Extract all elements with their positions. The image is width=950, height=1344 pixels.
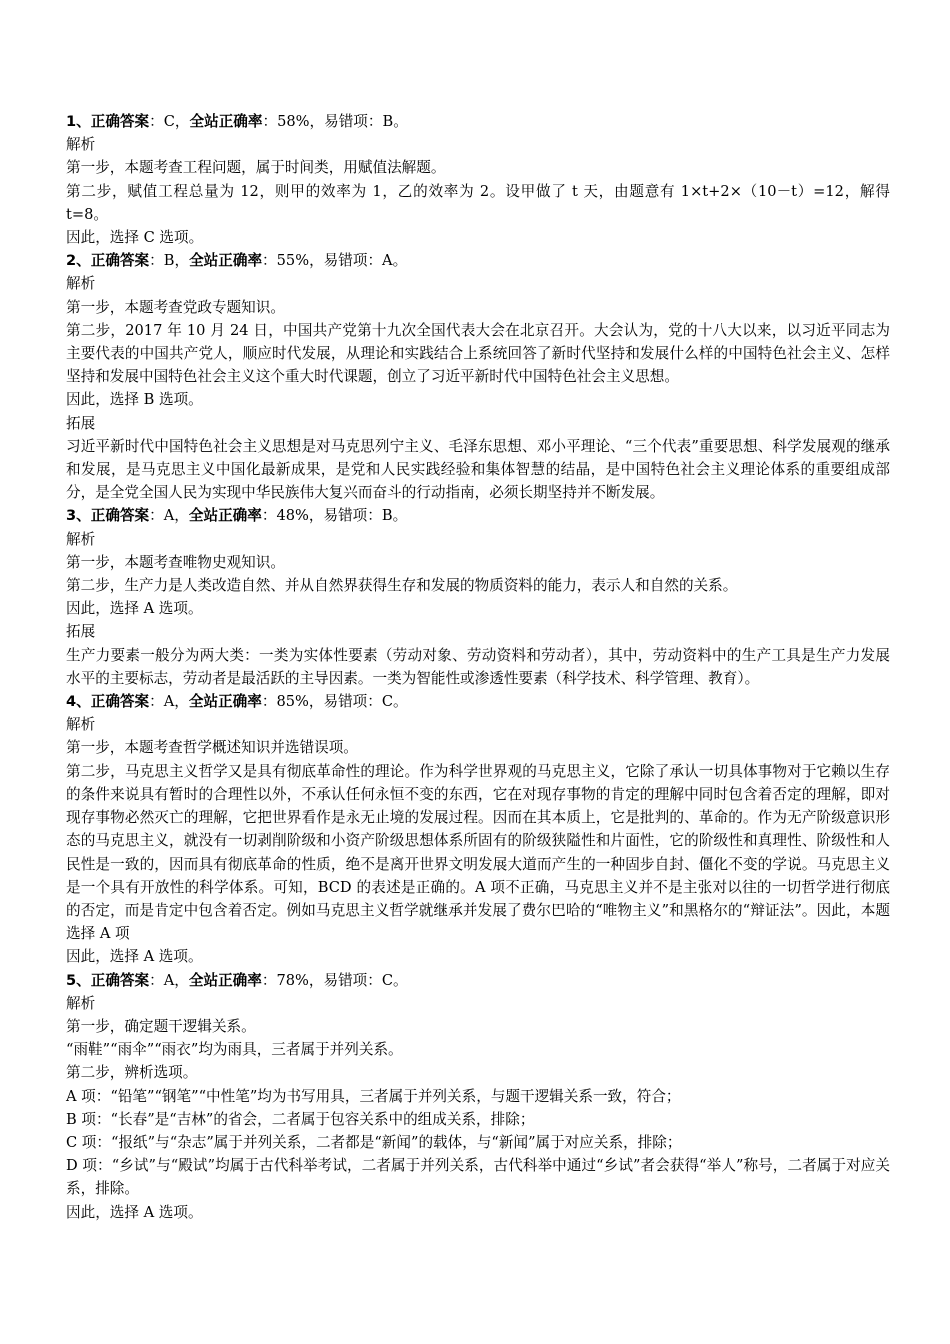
paragraph: 第一步，本题考查工程问题，属于时间类，用赋值法解题。 bbox=[66, 159, 446, 177]
question-number: 5、 bbox=[66, 971, 91, 989]
question-header bbox=[66, 110, 890, 133]
paragraph: 解析 bbox=[66, 275, 96, 293]
paragraph: 解析 bbox=[66, 716, 96, 734]
question-number: 4、 bbox=[66, 693, 91, 711]
answer-label: 正确答案 bbox=[90, 971, 150, 989]
paragraph: B 项：“长春”是“吉林”的省会，二者属于包容关系中的组成关系，排除； bbox=[66, 1110, 535, 1128]
paragraph: 第二步，2017 年 10 月 24 日，中国共产党第十九次全国代表大会在北京召开。大会认为，党的十八大以来，以习近平同志为主要代表的中国共产党人，顺应时代发展，从理论和实践结合上系统回答了新时代坚持和发展什么样的中国特色社会主义、怎样坚持和发展中国特色社会主义这个重大时代课题，创立了习近平新时代中国特色社会主义思想。 bbox=[66, 321, 890, 386]
question-number: 1、 bbox=[66, 113, 91, 130]
question-header bbox=[66, 969, 890, 992]
answer-value: ：C， bbox=[149, 113, 190, 130]
question-header bbox=[66, 690, 890, 713]
paragraph: 第一步，本题考查唯物史观知识。 bbox=[66, 553, 285, 571]
paragraph: “雨鞋”“雨伞”“雨衣”均为雨具，三者属于并列关系。 bbox=[66, 1041, 403, 1059]
question-number: 2、 bbox=[66, 252, 91, 270]
paragraph: 因此，选择 A 选项。 bbox=[66, 1203, 203, 1221]
paragraph: A 项：“铅笔”“钢笔”“中性笔”均为书写用具，三者属于并列关系，与题干逻辑关系一致，符合； bbox=[66, 1087, 681, 1105]
answer-label: 正确答案 bbox=[90, 693, 150, 711]
answer-label: 正确答案 bbox=[90, 507, 150, 525]
paragraph: C 项：“报纸”与“杂志”属于并列关系，二者都是“新闻”的载体，与“新闻”属于对应关系，排除； bbox=[66, 1133, 682, 1151]
paragraph: 习近平新时代中国特色社会主义思想是对马克思列宁主义、毛泽东思想、邓小平理论、“三个代表”重要思想、科学发展观的继承和发展，是马克思主义中国化最新成果，是党和人民实践经验和集体智慧的结晶，是中国特色社会主义理论体系的重要组成部分，是全党全国人民为实现中华民族伟大复兴而奋斗的行动指南，必须长期坚持并不断发展。 bbox=[66, 437, 890, 502]
paragraph: 因此，选择 A 选项。 bbox=[66, 600, 203, 618]
rate-label: 全站正确率 bbox=[189, 252, 263, 270]
rate-value: ：55%，易错项：A。 bbox=[262, 252, 408, 270]
question-number: 3、 bbox=[66, 507, 91, 525]
rate-value: ：78%，易错项：C。 bbox=[261, 971, 408, 989]
rate-value: ：48%，易错项：B。 bbox=[261, 507, 408, 525]
paragraph: 拓展 bbox=[66, 414, 96, 432]
paragraph: 第一步，确定题干逻辑关系。 bbox=[66, 1017, 256, 1035]
paragraph: 第二步，生产力是人类改造自然、并从自然界获得生存和发展的物质资料的能力，表示人和自然的关系。 bbox=[66, 577, 738, 595]
paragraph: 第一步，本题考查哲学概述知识并选错误项。 bbox=[66, 739, 358, 757]
rate-label: 全站正确率 bbox=[189, 113, 263, 130]
rate-label: 全站正确率 bbox=[188, 507, 262, 525]
paragraph: 拓展 bbox=[66, 623, 96, 641]
paragraph: 第二步，辨析选项。 bbox=[66, 1064, 198, 1082]
answer-label: 正确答案 bbox=[90, 252, 150, 270]
rate-label: 全站正确率 bbox=[188, 971, 262, 989]
paragraph: 因此，选择 C 选项。 bbox=[66, 229, 204, 247]
paragraph: 生产力要素一般分为两大类：一类为实体性要素（劳动对象、劳动资料和劳动者），其中，劳动资料中的生产工具是生产力发展水平的主要标志，劳动者是最活跃的主导因素。一类为智能性或渗透性要素（科学技术、科学管理、教育）。 bbox=[66, 646, 890, 687]
rate-value: ：58%，易错项：B。 bbox=[262, 113, 408, 130]
answer-value: ：A， bbox=[149, 971, 189, 989]
paragraph: 第一步，本题考查党政专题知识。 bbox=[66, 298, 285, 316]
paragraph: 第二步，赋值工程总量为 12，则甲的效率为 1，乙的效率为 2。设甲做了 t 天，由题意有 1×t+2×（10－t）=12，解得 t=8。 bbox=[66, 182, 890, 223]
paragraph: 解析 bbox=[66, 530, 96, 548]
rate-label: 全站正确率 bbox=[188, 693, 262, 711]
answer-value: ：A， bbox=[149, 693, 189, 711]
question-header bbox=[66, 249, 890, 272]
paragraph: 因此，选择 A 选项。 bbox=[66, 948, 203, 966]
paragraph: 解析 bbox=[66, 136, 96, 154]
paragraph: 解析 bbox=[66, 994, 96, 1012]
paragraph: D 项：“乡试”与“殿试”均属于古代科举考试，二者属于并列关系，古代科举中通过“乡试”者会获得“举人”称号，二者属于对应关系，排除。 bbox=[66, 1157, 890, 1198]
rate-value: ：85%，易错项：C。 bbox=[261, 693, 408, 711]
question-header bbox=[66, 504, 890, 527]
paragraph: 因此，选择 B 选项。 bbox=[66, 391, 203, 409]
answer-value: ：B， bbox=[149, 252, 190, 270]
answer-value: ：A， bbox=[149, 507, 189, 525]
answer-label: 正确答案 bbox=[90, 113, 150, 130]
paragraph: 第二步，马克思主义哲学又是具有彻底革命性的理论。作为科学世界观的马克思主义，它除了承认一切具体事物对于它赖以生存的条件来说具有暂时的合理性以外，不承认任何永恒不变的东西，它在对现存事物的肯定的理解中同时包含着否定的理解，即对现存事物必然灭亡的理解，它把世界看作是永无止境的发展过程。因而在其本质上，它是批判的、革命的。作为无产阶级意识形态的马克思主义，就没有一切剥削阶级和小资产阶级思想体系所固有的阶级狭隘性和片面性，它的阶级性和真理性、阶级性和人民性是一致的，因而具有彻底革命的性质，绝不是离开世界文明发展大道而产生的一种固步自封、僵化不变的学说。马克思主义是一个具有开放性的科学体系。可知，BCD 的表述是正确的。A 项不正确，马克思主义并不是主张对以往的一切哲学进行彻底的否定，而是肯定中包含着否定。例如马克思主义哲学就继承并发展了费尔巴哈的“唯物主义”和黑格尔的“辩证法”。因此，本题选择 A 项 bbox=[66, 762, 890, 943]
